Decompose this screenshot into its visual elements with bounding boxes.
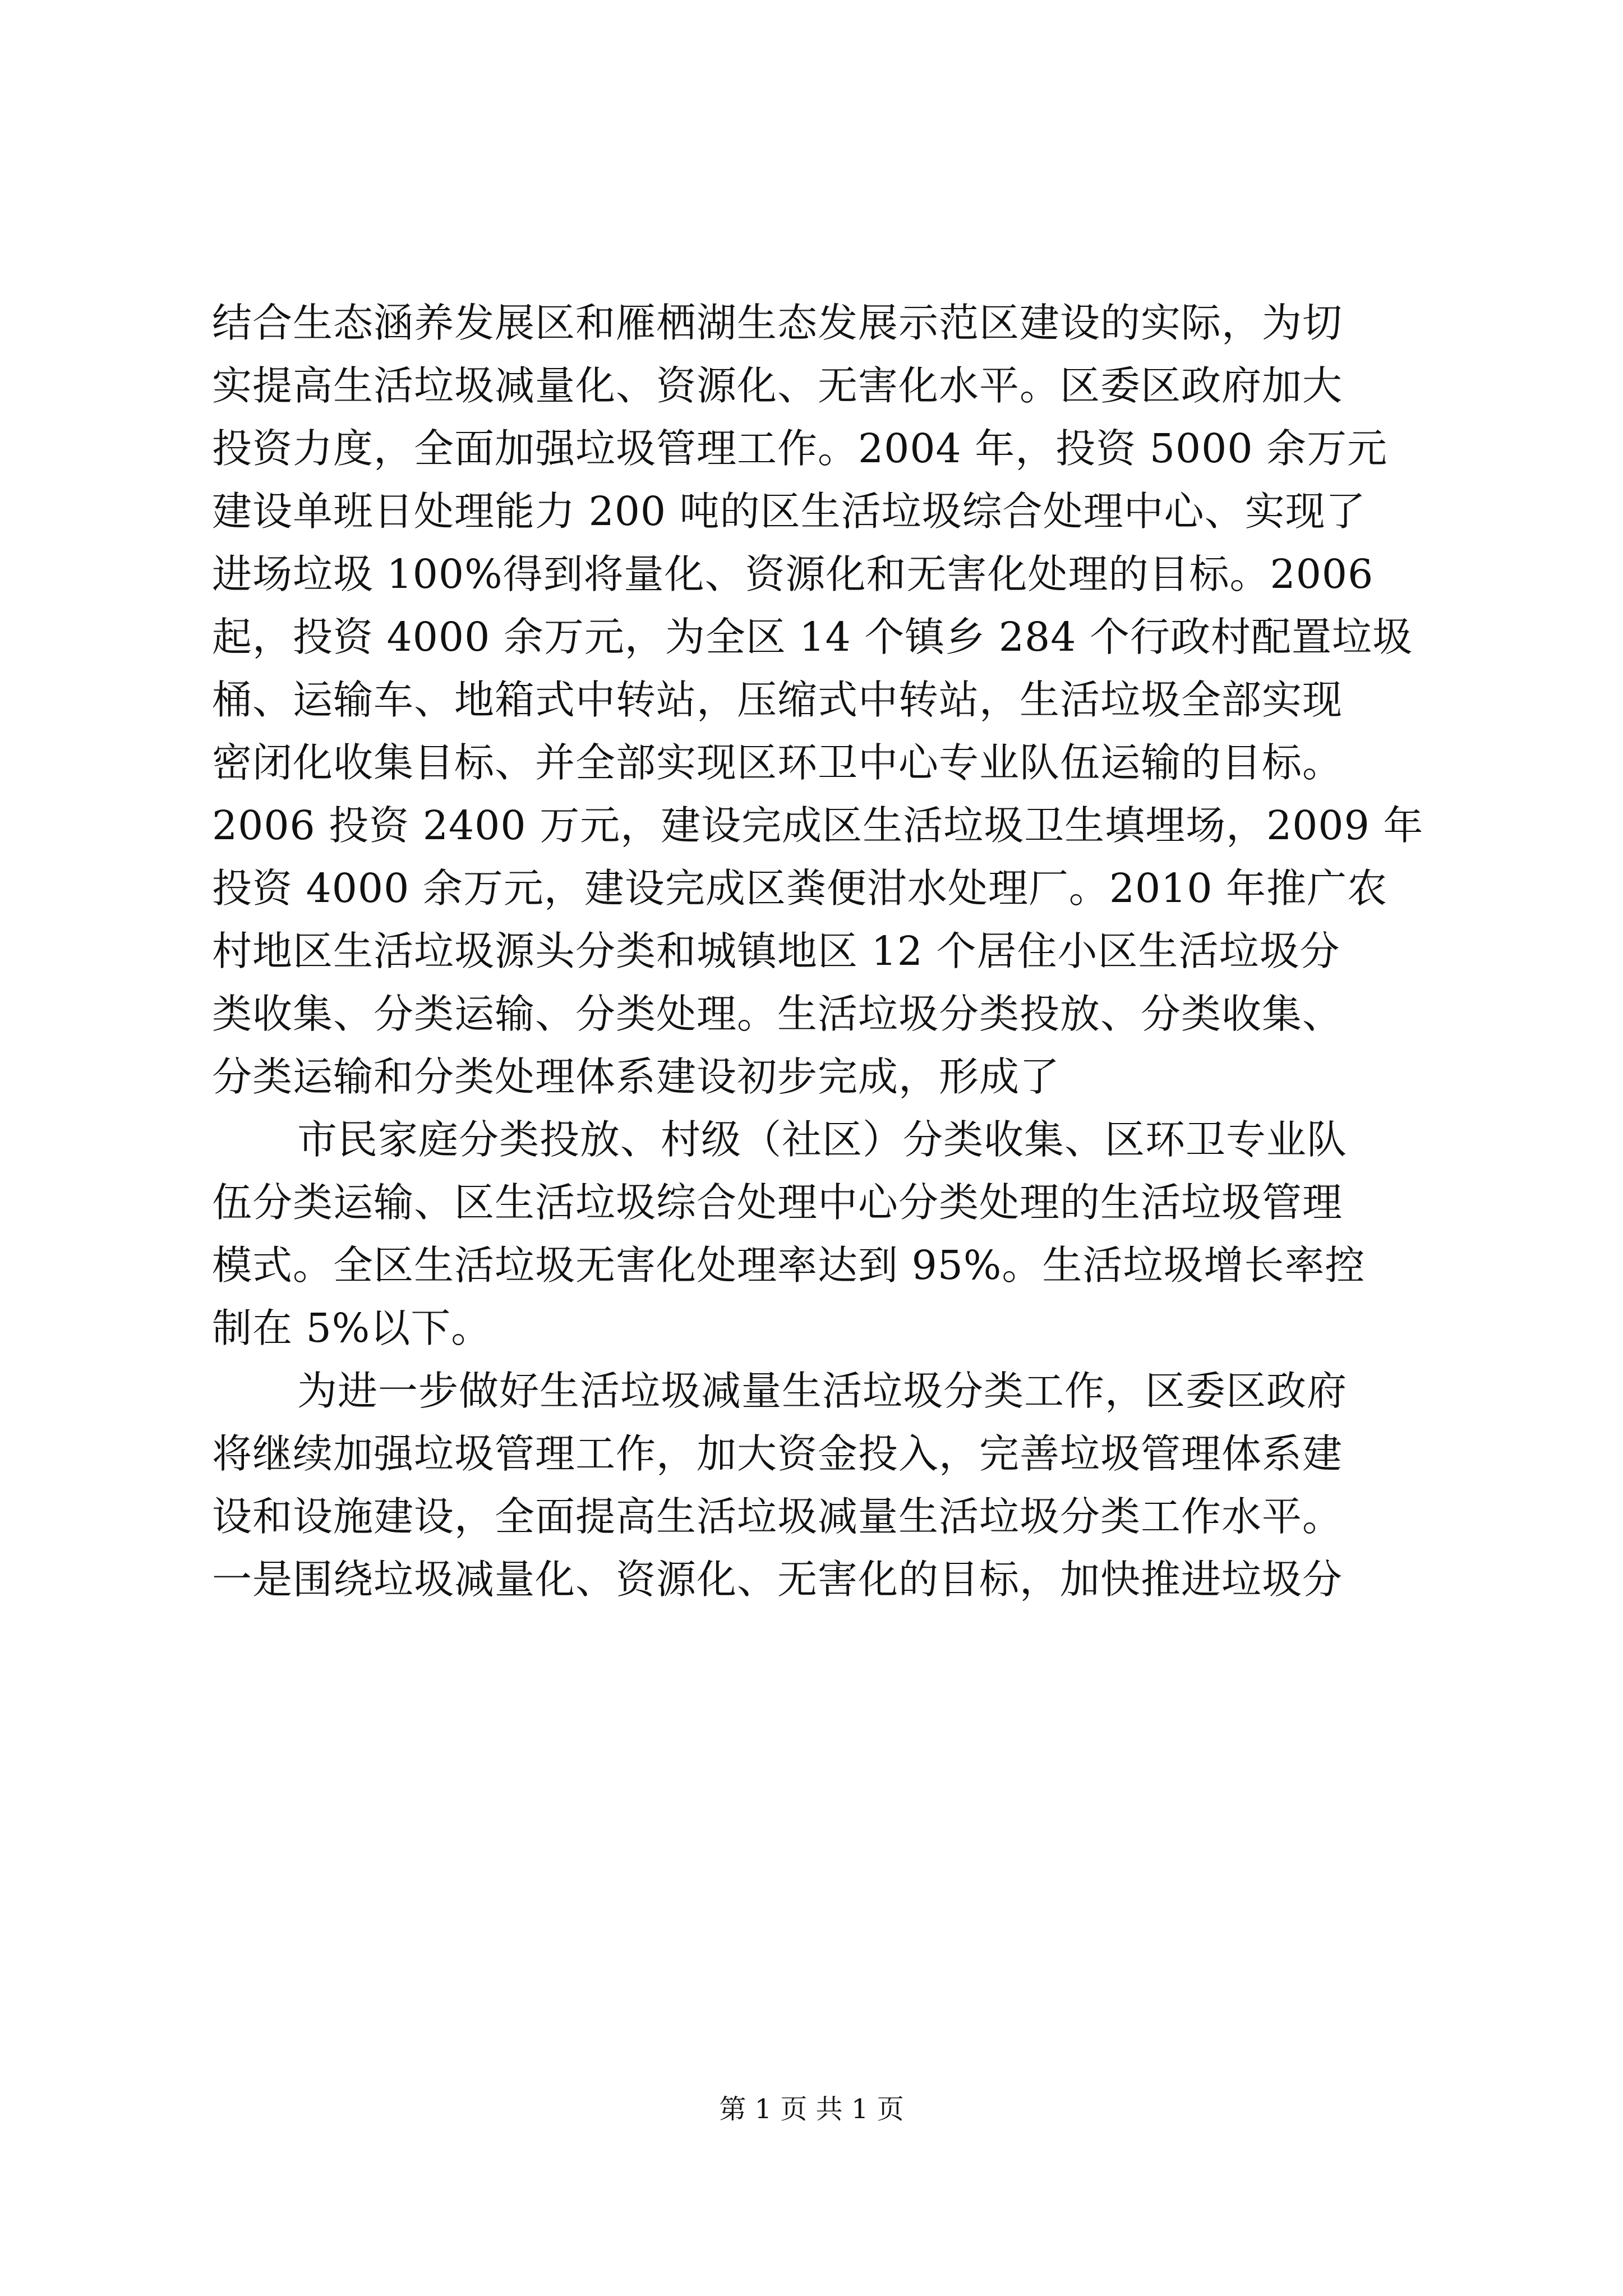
text-line: 起，投资 4000 余万元，为全区 14 个镇乡 284 个行政村配置垃圾 — [212, 614, 1413, 660]
document-body — [212, 292, 1424, 1611]
text-line: 伍分类运输、区生活垃圾综合处理中心分类处理的生活垃圾管理 — [212, 1179, 1343, 1226]
text-line: 将继续加强垃圾管理工作，加大资金投入，完善垃圾管理体系建 — [212, 1430, 1343, 1477]
text-line: 分类运输和分类处理体系建设初步完成，形成了 — [212, 1053, 1061, 1100]
text-line: 2006 投资 2400 万元，建设完成区生活垃圾卫生填埋场，2009 年 — [212, 802, 1424, 849]
text-line: 结合生态涵养发展区和雁栖湖生态发展示范区建设的实际，为切 — [212, 300, 1343, 346]
paragraph-first-line: 市民家庭分类投放、村级（社区）分类收集、区环卫专业队 — [297, 1116, 1348, 1163]
page-footer — [0, 2090, 1623, 2129]
text-line: 类收集、分类运输、分类处理。生活垃圾分类投放、分类收集、 — [212, 991, 1343, 1037]
text-line: 制在 5%以下。 — [212, 1305, 492, 1351]
text-line: 村地区生活垃圾源头分类和城镇地区 12 个居住小区生活垃圾分 — [212, 928, 1340, 974]
text-line: 建设单班日处理能力 200 吨的区生活垃圾综合处理中心、实现了 — [212, 488, 1366, 535]
paragraph-first-line: 为进一步做好生活垃圾减量生活垃圾分类工作，区委区政府 — [297, 1368, 1348, 1414]
text-line: 进场垃圾 100%得到将量化、资源化和无害化处理的目标。2006 — [212, 551, 1374, 597]
text-line: 实提高生活垃圾减量化、资源化、无害化水平。区委区政府加大 — [212, 362, 1343, 409]
text-line: 桶、运输车、地箱式中转站，压缩式中转站，生活垃圾全部实现 — [212, 677, 1343, 723]
text-line: 投资 4000 余万元，建设完成区粪便泔水处理厂。2010 年推广农 — [212, 865, 1388, 912]
text-line: 投资力度，全面加强垃圾管理工作。2004 年，投资 5000 余万元 — [212, 425, 1388, 472]
text-line: 模式。全区生活垃圾无害化处理率达到 95%。生活垃圾增长率控 — [212, 1242, 1366, 1289]
text-line: 一是围绕垃圾减量化、资源化、无害化的目标，加快推进垃圾分 — [212, 1556, 1343, 1603]
text-line: 密闭化收集目标、并全部实现区环卫中心专业队伍运输的目标。 — [212, 739, 1343, 786]
page-number-label: 第 1 页 共 1 页 — [719, 2093, 904, 2125]
text-line: 设和设施建设，全面提高生活垃圾减量生活垃圾分类工作水平。 — [212, 1493, 1343, 1540]
